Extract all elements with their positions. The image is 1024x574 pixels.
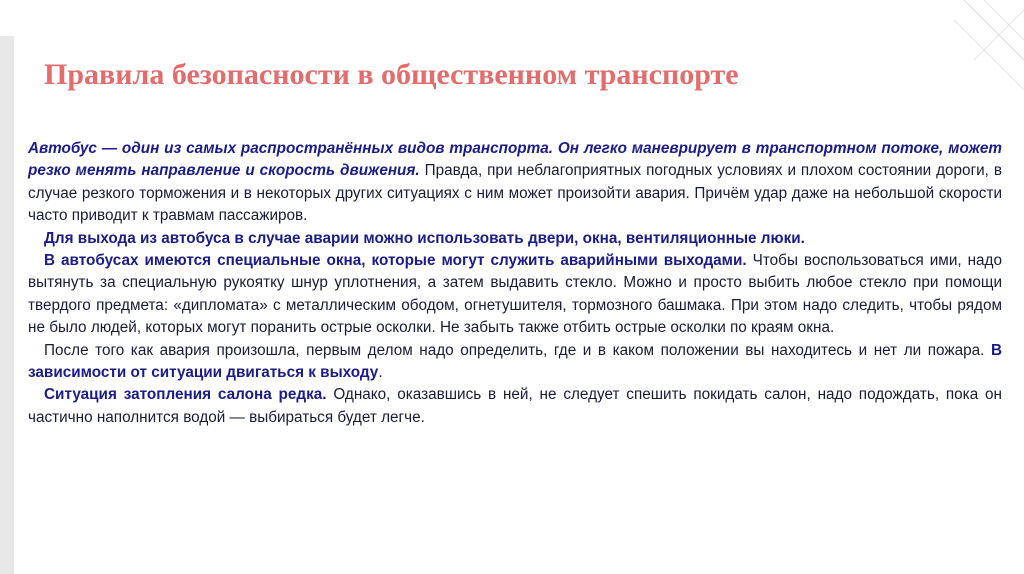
paragraph-bus [28, 138, 1002, 228]
paragraph-windows-lead: В автобусах имеются специальные окна, которые могут служить аварийными выходами. [44, 252, 747, 270]
paragraph-flooding-rest: Однако, оказавшись в ней, не следует спешить покидать салон, надо подождать, пока он частично наполнится водой — выбираться будет легче. [28, 386, 1003, 426]
slide-title: Правила безопасности в общественном транспорте [44, 58, 739, 91]
paragraph-exits-lead: Для выхода из автобуса в случае аварии можно использовать двери, окна, вентиляционные люки. [44, 229, 805, 247]
paragraph-windows [28, 250, 1002, 340]
paragraph-flooding [28, 384, 1002, 429]
paragraph-flooding-lead: Ситуация затопления салона редка. [44, 386, 327, 404]
paragraph-after-text: После того как авария произошла, первым делом надо определить, где и в каком положении вы находитесь и нет ли пожара. [44, 341, 991, 359]
paragraph-after-accident [28, 340, 1002, 385]
paragraph-exits [28, 228, 1002, 250]
paragraph-after-tail: . [378, 364, 383, 382]
slide-body [28, 138, 1002, 429]
paragraph-windows-rest: Чтобы воспользоваться ими, надо вытянуть за специальную рукоятку шнур уплотнения, а затем выдавить стекло. Можно и просто выбить любое стекло при помощи твердого предмета: «дипломата» с металлическим ободом, огнетушителя, тормозного башмака. При этом надо следить, чтобы рядом не было людей, которых могут поранить острые осколки. Не забыть также отбить острые осколки по краям окна. [28, 252, 1002, 337]
paragraph-bus-rest: Правда, при неблагоприятных погодных условиях и плохом состоянии дороги, в случае резкого торможения и в некоторых других ситуациях с ним может произойти авария. Причём удар даже на небольшой скорости часто приводит к травмам пассажиров. [28, 162, 1002, 225]
paragraph-bus-lead: Автобус — один из самых распространённых видов транспорта. Он легко маневрирует в транспортном потоке, может резко менять направление и скорость движения. [28, 140, 1002, 180]
left-decor-bar [0, 36, 14, 574]
paragraph-after-strong: В зависимости от ситуации двигаться к выходу [28, 341, 1002, 382]
